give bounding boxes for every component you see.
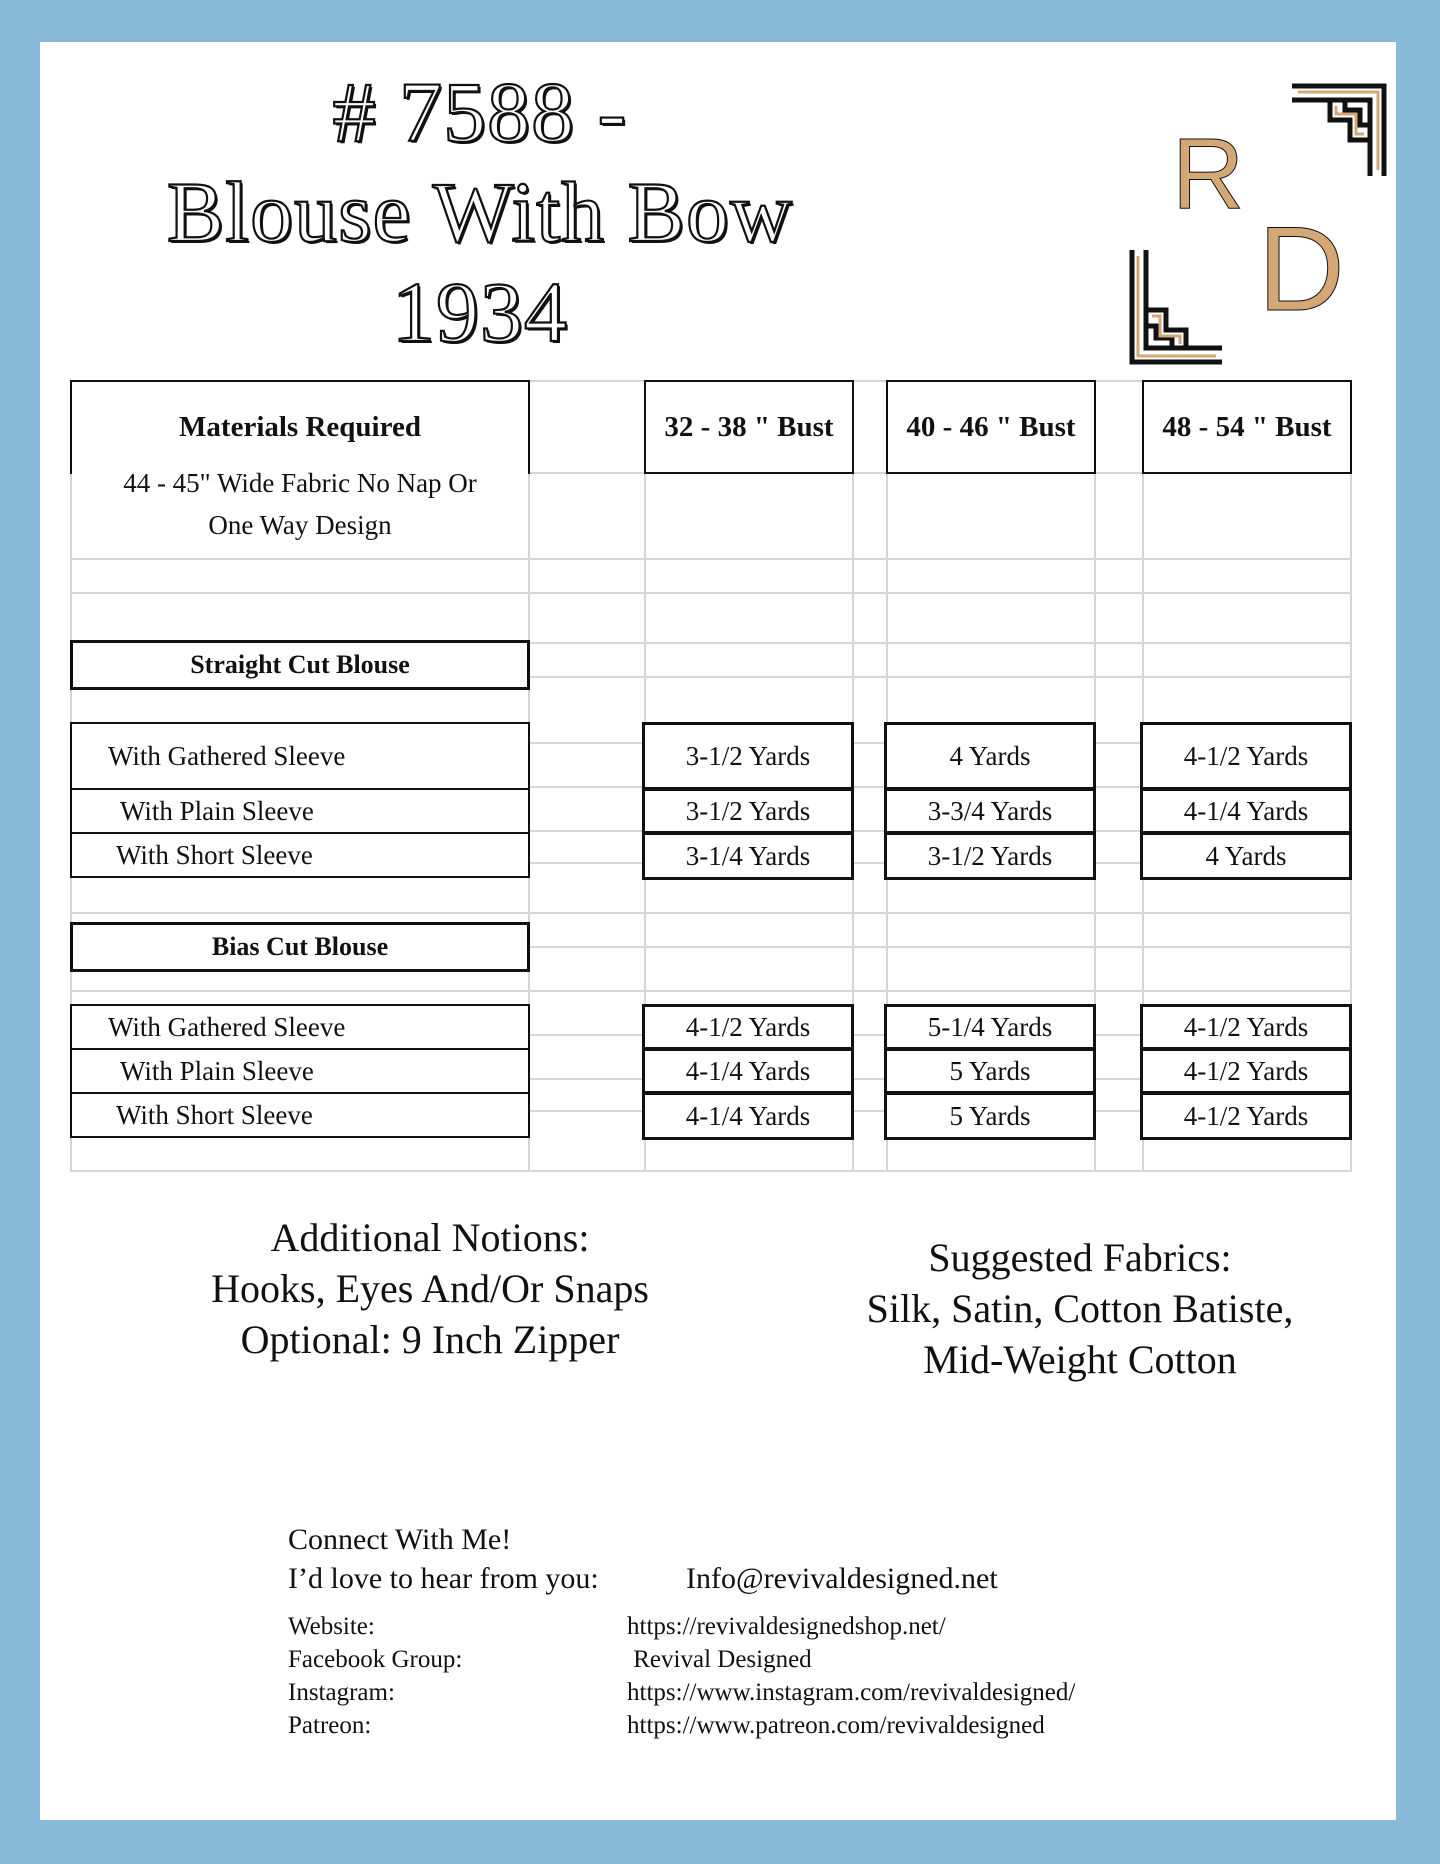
- notions-line-1: Hooks, Eyes And/Or Snaps: [211, 1266, 649, 1311]
- yardage-cell: 3-1/2 Yards: [642, 722, 854, 790]
- row-label: With Plain Sleeve: [70, 788, 530, 834]
- title-year: 1934: [392, 264, 568, 360]
- yardage-cell: 4-1/4 Yards: [642, 1048, 854, 1094]
- logo-letter-d: D: [1258, 202, 1345, 336]
- yardage-cell: 4-1/2 Yards: [642, 1004, 854, 1050]
- yardage-cell: 3-1/2 Yards: [884, 832, 1096, 880]
- yardage-cell: 3-3/4 Yards: [884, 788, 1096, 834]
- link-label: Facebook Group:: [288, 1646, 463, 1673]
- logo-letter-r: R: [1172, 118, 1245, 230]
- contact-block: [288, 1520, 1288, 1598]
- section-straight-cut: Straight Cut Blouse: [70, 640, 530, 690]
- title-pattern-number: # 7588 -: [332, 64, 628, 160]
- link-row-website: [288, 1610, 1288, 1643]
- patreon-link[interactable]: https://www.patreon.com/revivaldesigned: [627, 1712, 1045, 1739]
- fabric-note-line-2: One Way Design: [208, 510, 392, 540]
- fabrics-title: Suggested Fabrics:: [928, 1235, 1232, 1280]
- contact-heading: Connect With Me!: [288, 1523, 512, 1556]
- materials-table: [70, 380, 1352, 1172]
- yardage-cell: 4-1/2 Yards: [1140, 1004, 1352, 1050]
- yardage-cell: 4-1/4 Yards: [642, 1092, 854, 1140]
- contact-prompt: I’d love to hear from you:: [288, 1562, 599, 1595]
- yardage-cell: 4-1/2 Yards: [1140, 1048, 1352, 1094]
- title-pattern-name: Blouse With Bow: [166, 164, 794, 260]
- website-link[interactable]: https://revivaldesignedshop.net/: [627, 1613, 946, 1640]
- row-label: With Plain Sleeve: [70, 1048, 530, 1094]
- link-row-facebook: [288, 1643, 1288, 1676]
- section-bias-cut: Bias Cut Blouse: [70, 922, 530, 972]
- link-label: Instagram:: [288, 1679, 395, 1706]
- size-header-3: 48 - 54 " Bust: [1142, 380, 1352, 474]
- social-links: [288, 1610, 1288, 1742]
- notions-line-2: Optional: 9 Inch Zipper: [240, 1317, 620, 1362]
- row-label: With Short Sleeve: [70, 832, 530, 878]
- yardage-cell: 4-1/2 Yards: [1140, 722, 1352, 790]
- link-row-patreon: [288, 1709, 1288, 1742]
- materials-required-header: Materials Required: [70, 380, 530, 474]
- fabrics-line-2: Mid-Weight Cotton: [923, 1337, 1237, 1382]
- yardage-cell: 4-1/4 Yards: [1140, 788, 1352, 834]
- yardage-cell: 4 Yards: [1140, 832, 1352, 880]
- contact-email[interactable]: Info@revivaldesigned.net: [686, 1562, 998, 1595]
- revival-designed-logo: [1080, 60, 1396, 380]
- link-label: Patreon:: [288, 1712, 372, 1739]
- suggested-fabrics: [800, 1232, 1360, 1385]
- size-header-2: 40 - 46 " Bust: [886, 380, 1096, 474]
- pattern-page: [40, 42, 1396, 1820]
- yardage-cell: 3-1/4 Yards: [642, 832, 854, 880]
- fabric-width-note: [72, 462, 528, 542]
- yardage-cell: 5 Yards: [884, 1092, 1096, 1140]
- additional-notions: [130, 1212, 730, 1365]
- link-row-instagram: [288, 1676, 1288, 1709]
- size-header-1: 32 - 38 " Bust: [644, 380, 854, 474]
- row-label: With Gathered Sleeve: [70, 722, 530, 790]
- row-label: With Gathered Sleeve: [70, 1004, 530, 1050]
- fabrics-line-1: Silk, Satin, Cotton Batiste,: [866, 1286, 1294, 1331]
- row-label: With Short Sleeve: [70, 1092, 530, 1138]
- instagram-link[interactable]: https://www.instagram.com/revivaldesigned/: [627, 1679, 1076, 1706]
- yardage-cell: 5 Yards: [884, 1048, 1096, 1094]
- notions-title: Additional Notions:: [270, 1215, 590, 1260]
- facebook-link[interactable]: Revival Designed: [627, 1646, 812, 1673]
- page-title: [130, 62, 830, 362]
- link-label: Website:: [288, 1613, 375, 1640]
- yardage-cell: 3-1/2 Yards: [642, 788, 854, 834]
- fabric-note-line-1: 44 - 45" Wide Fabric No Nap Or: [123, 468, 477, 498]
- yardage-cell: 4 Yards: [884, 722, 1096, 790]
- yardage-cell: 5-1/4 Yards: [884, 1004, 1096, 1050]
- yardage-cell: 4-1/2 Yards: [1140, 1092, 1352, 1140]
